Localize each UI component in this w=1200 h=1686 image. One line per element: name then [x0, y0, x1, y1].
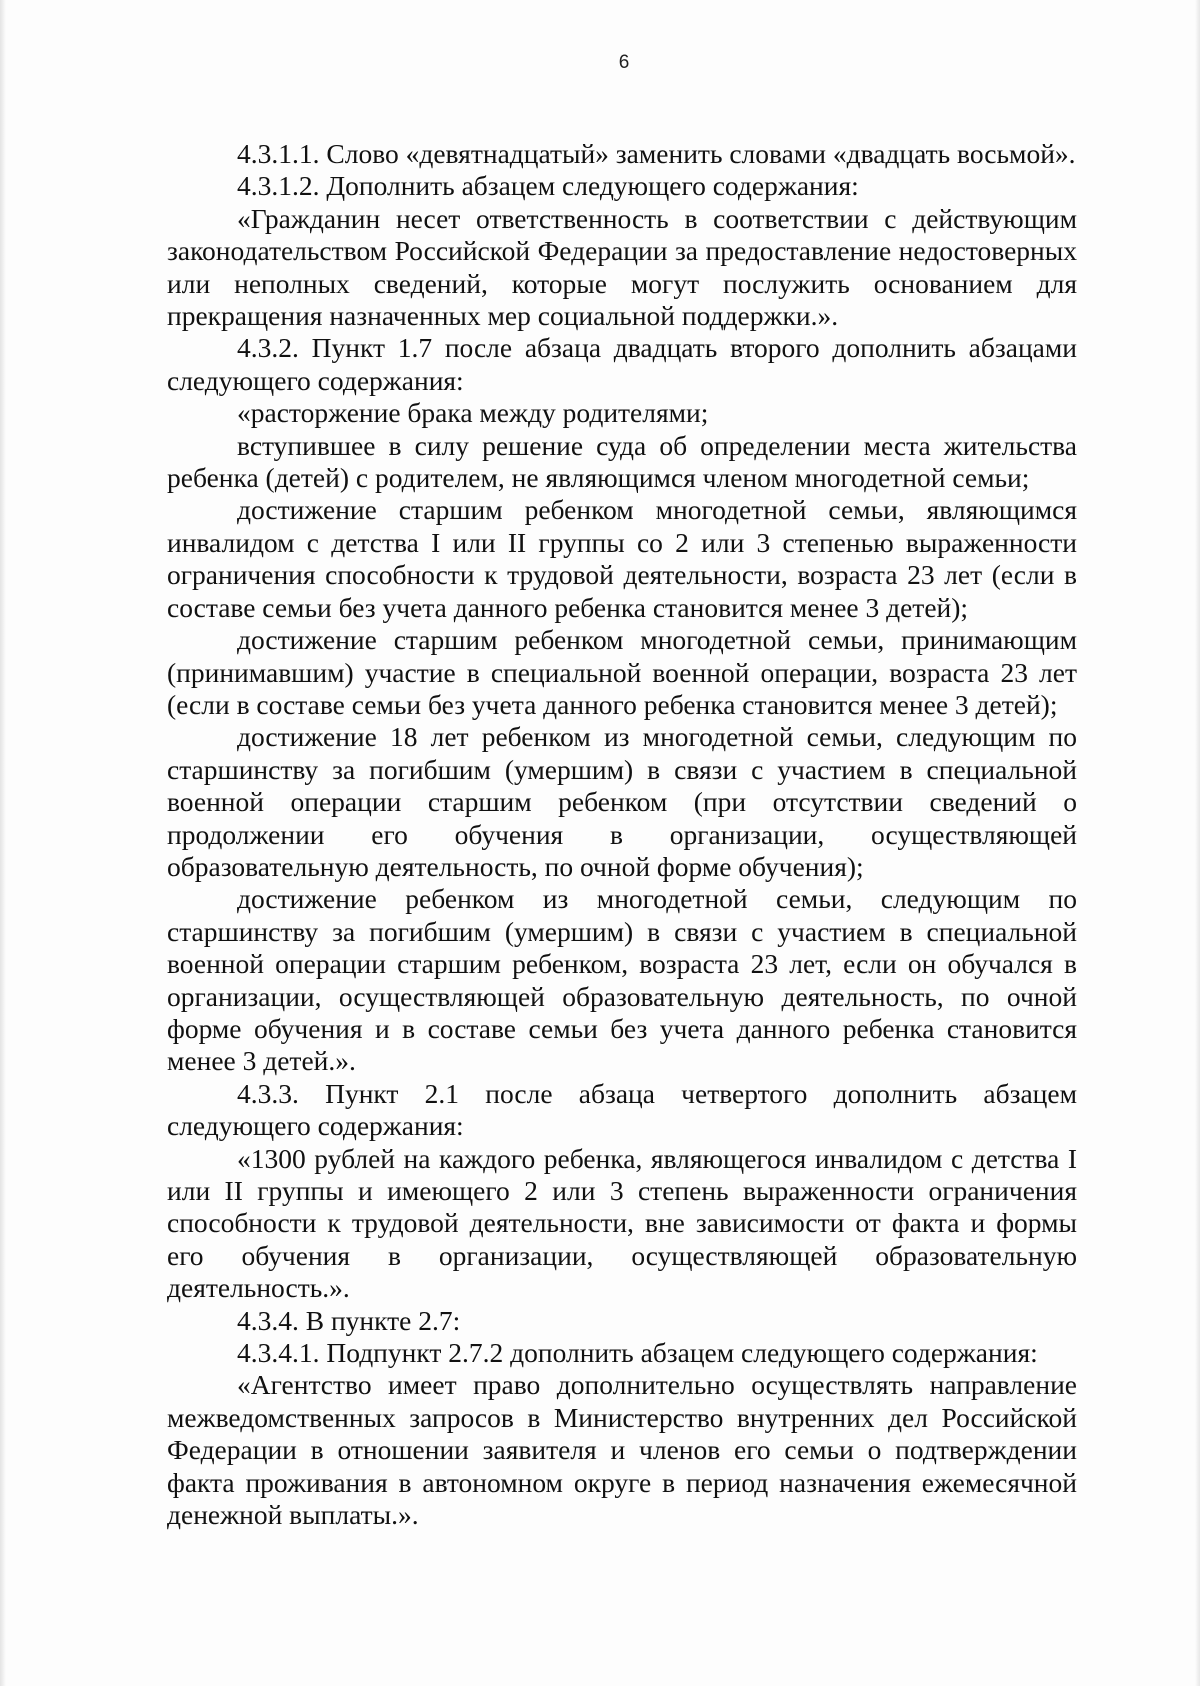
paragraph: 4.3.2. Пункт 1.7 после абзаца двадцать второго дополнить абзацами следующего содержания: — [167, 332, 1077, 396]
paragraph: «Агентство имеет право дополнительно осуществлять направление межведомственных запросов в Министерство внутренних дел Российской Федерации в отношении заявителя и членов его семьи о подтверждении факта проживания в автономном округе в период назначения ежемесячной денежной выплаты.». — [167, 1369, 1077, 1531]
paragraph: достижение старшим ребенком многодетной семьи, являющимся инвалидом с детства I или II группы со 2 или 3 степенью выраженности ограничения способности к трудовой деятельности, возраста 23 лет (если в составе семьи без учета данного ребенка становится менее 3 детей); — [167, 494, 1077, 623]
paragraph: достижение ребенком из многодетной семьи, следующим по старшинству за погибшим (умершим) в связи с участием в специальной военной операции старшим ребенком, возраста 23 лет, если он обучался в организации, осуществляющей образовательную деятельность, по очной форме обучения и в составе семьи без учета данного ребенка становится менее 3 детей.». — [167, 883, 1077, 1077]
paragraph: 4.3.4. В пункте 2.7: — [237, 1304, 461, 1336]
paragraph: 4.3.1.2. Дополнить абзацем следующего содержания: — [237, 170, 859, 202]
paragraph: вступившее в силу решение суда об определении места жительства ребенка (детей) с родителем, не являющимся членом многодетной семьи; — [167, 429, 1077, 494]
page-number: 6 — [618, 52, 630, 73]
paragraph: достижение 18 лет ребенком из многодетной семьи, следующим по старшинству за погибшим (умершим) в связи с участием в специальной военной операции старшим ребенком (при отсутствии сведений о продолжении его обучения в организации, осуществляющей образовательную деятельность, по очной форме обучения); — [167, 721, 1077, 882]
paragraph: 4.3.3. Пункт 2.1 после абзаца четвертого дополнить абзацем следующего содержания: — [167, 1077, 1077, 1142]
paragraph: «расторжение брака между родителями; — [237, 397, 709, 429]
paragraph: «Гражданин несет ответственность в соответствии с действующим законодательством Российской Федерации за предоставление недостоверных или неполных сведений, которые могут послужить основанием для прекращения назначенных мер социальной поддержки.». — [167, 202, 1077, 332]
scan-edge-left — [0, 0, 6, 1686]
paragraph: «1300 рублей на каждого ребенка, являющегося инвалидом с детства I или II группы и имеющего 2 или 3 степень выраженности ограничения способности к трудовой деятельности, вне зависимости от факта и формы его обучения в организации, осуществляющей образовательную деятельность.». — [167, 1142, 1077, 1304]
paragraph: 4.3.1.1. Слово «девятнадцатый» заменить словами «двадцать восьмой». — [237, 138, 1076, 169]
scan-edge-right — [1195, 0, 1200, 1686]
paragraph: 4.3.4.1. Подпункт 2.7.2 дополнить абзацем следующего содержания: — [237, 1337, 1038, 1369]
paragraph: достижение старшим ребенком многодетной семьи, принимающим (принимавшим) участие в специальной военной операции, возраста 23 лет (если в составе семьи без учета данного ребенка становится менее 3 детей); — [167, 624, 1077, 720]
document-body — [167, 138, 1077, 1531]
